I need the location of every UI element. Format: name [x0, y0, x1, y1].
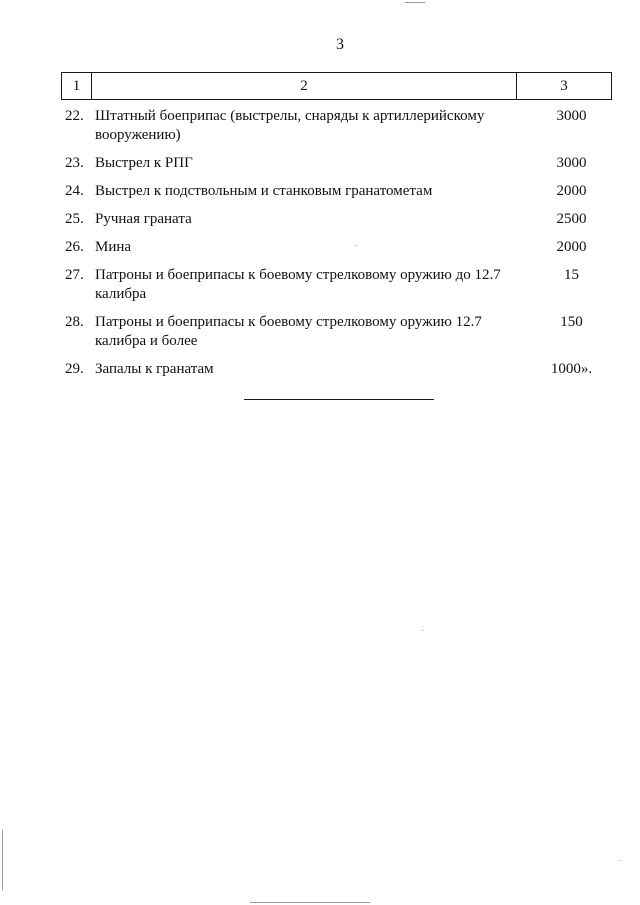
table-body	[61, 107, 612, 379]
end-rule	[244, 399, 434, 400]
row-value: 2000	[556, 183, 587, 199]
row-name: Ручная граната	[95, 211, 192, 227]
row-name: Патроны и боеприпасы к боевому стрелковому оружию 12.7 калибра и более	[95, 314, 482, 349]
row-value: 3000	[556, 108, 587, 124]
scan-speck	[356, 245, 357, 246]
row-value: 3000	[556, 155, 587, 171]
table-row	[61, 360, 612, 379]
table-header-col-3: 3	[560, 77, 568, 94]
row-name: Штатный боеприпас (выстрелы, снаряды к артиллерийскому вооружению)	[95, 108, 485, 143]
row-value: 15	[564, 267, 579, 283]
row-name: Выстрел к подствольным и станковым гранатометам	[95, 183, 433, 199]
row-value: 2500	[556, 211, 587, 227]
table-row	[61, 238, 612, 257]
row-number: 23.	[65, 155, 84, 171]
table-row	[61, 266, 612, 304]
scan-speck	[250, 902, 370, 903]
row-number: 22.	[65, 108, 84, 124]
row-name: Запалы к гранатам	[95, 361, 214, 377]
row-number: 25.	[65, 211, 84, 227]
row-number: 26.	[65, 239, 84, 255]
row-number: 29.	[65, 361, 84, 377]
row-value: 2000	[556, 239, 587, 255]
scan-speck	[405, 2, 425, 3]
scan-speck	[2, 830, 3, 890]
scan-speck	[620, 860, 621, 861]
row-number: 24.	[65, 183, 84, 199]
row-value: 1000».	[550, 361, 593, 377]
table-header	[61, 72, 612, 100]
table-header-col-2: 2	[92, 73, 517, 99]
row-name: Патроны и боеприпасы к боевому стрелковому оружию до 12.7 калибра	[95, 267, 501, 302]
page-number: 3	[336, 36, 344, 53]
table-header-col-1: 1	[62, 73, 92, 99]
table-row	[61, 182, 612, 201]
row-value: 150	[560, 314, 583, 330]
row-number: 27.	[65, 267, 84, 283]
scan-speck	[422, 630, 423, 631]
table-row	[61, 107, 612, 145]
table-row	[61, 154, 612, 173]
table-row	[61, 210, 612, 229]
row-number: 28.	[65, 314, 84, 330]
row-name: Мина	[95, 239, 132, 255]
row-name: Выстрел к РПГ	[95, 155, 193, 171]
table-row	[61, 313, 612, 351]
